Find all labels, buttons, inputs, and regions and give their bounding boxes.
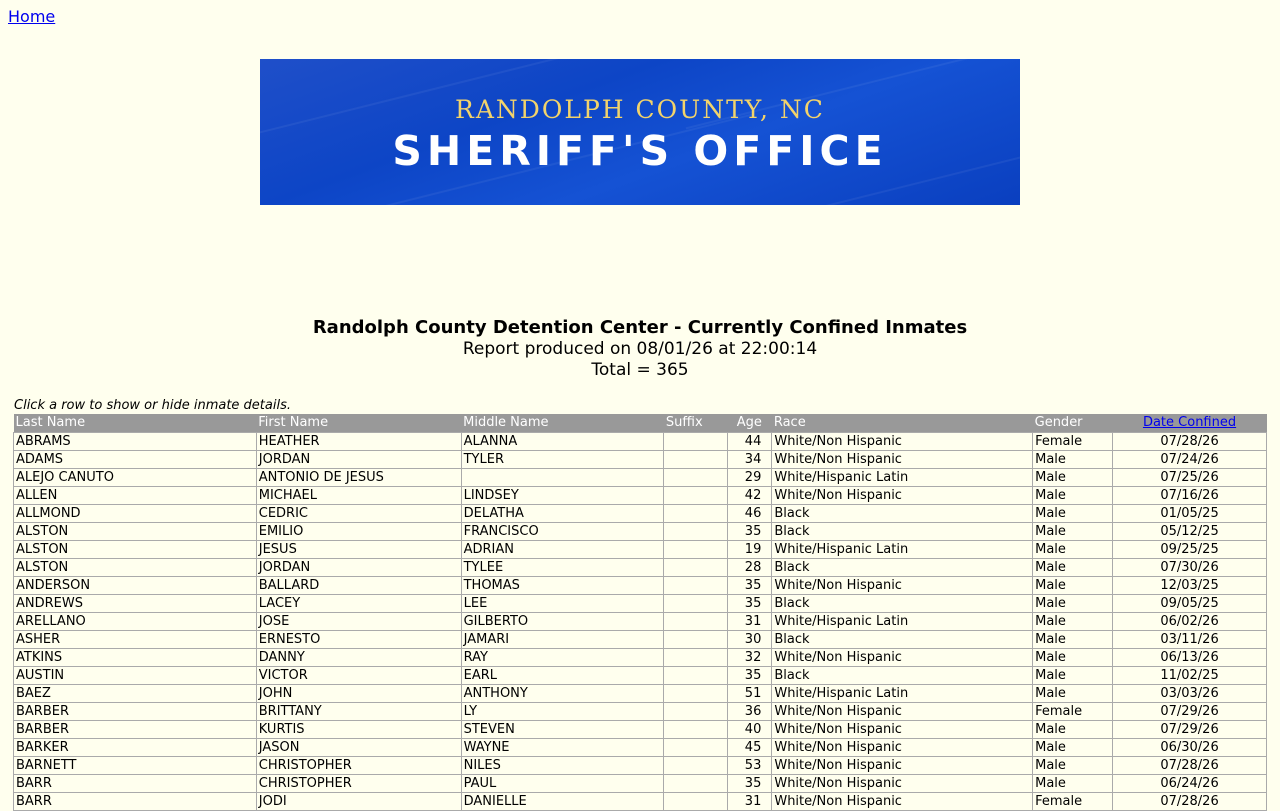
middle-name-cell: LEE: [461, 595, 664, 613]
age-cell: 46: [728, 505, 772, 523]
table-row[interactable]: [14, 505, 1267, 523]
gender-cell: Male: [1033, 649, 1113, 667]
race-cell: White/Hispanic Latin: [772, 613, 1033, 631]
race-cell: Black: [772, 595, 1033, 613]
table-row[interactable]: [14, 469, 1267, 487]
last-name-cell: ALSTON: [14, 541, 257, 559]
suffix-cell: [664, 667, 728, 685]
age-cell: 35: [728, 595, 772, 613]
middle-name-cell: ADRIAN: [461, 541, 664, 559]
col-header-last-name: Last Name: [14, 414, 257, 433]
suffix-cell: [664, 685, 728, 703]
suffix-cell: [664, 757, 728, 775]
gender-cell: Male: [1033, 451, 1113, 469]
col-header-suffix: Suffix: [664, 414, 728, 433]
table-row[interactable]: [14, 523, 1267, 541]
middle-name-cell: JAMARI: [461, 631, 664, 649]
first-name-cell: CHRISTOPHER: [256, 757, 461, 775]
gender-cell: Female: [1033, 703, 1113, 721]
middle-name-cell: GILBERTO: [461, 613, 664, 631]
first-name-cell: BRITTANY: [256, 703, 461, 721]
gender-cell: Male: [1033, 757, 1113, 775]
suffix-cell: [664, 775, 728, 793]
gender-cell: Male: [1033, 523, 1113, 541]
last-name-cell: ALLEN: [14, 487, 257, 505]
gender-cell: Male: [1033, 541, 1113, 559]
table-row[interactable]: [14, 721, 1267, 739]
middle-name-cell: DELATHA: [461, 505, 664, 523]
date-confined-cell: 07/29/26: [1113, 721, 1267, 739]
report-title: Randolph County Detention Center - Currently Confined Inmates: [312, 317, 968, 338]
suffix-cell: [664, 487, 728, 505]
age-cell: 44: [728, 433, 772, 451]
age-cell: 30: [728, 631, 772, 649]
report-header: [0, 317, 1280, 381]
race-cell: White/Non Hispanic: [772, 649, 1033, 667]
first-name-cell: EMILIO: [256, 523, 461, 541]
date-confined-cell: 06/02/26: [1113, 613, 1267, 631]
date-confined-cell: 09/25/25: [1113, 541, 1267, 559]
last-name-cell: AUSTIN: [14, 667, 257, 685]
gender-cell: Male: [1033, 685, 1113, 703]
middle-name-cell: THOMAS: [461, 577, 664, 595]
table-row[interactable]: [14, 559, 1267, 577]
last-name-cell: ADAMS: [14, 451, 257, 469]
suffix-cell: [664, 469, 728, 487]
age-cell: 45: [728, 739, 772, 757]
date-confined-cell: 03/11/26: [1113, 631, 1267, 649]
first-name-cell: JOHN: [256, 685, 461, 703]
age-cell: 35: [728, 775, 772, 793]
race-cell: White/Non Hispanic: [772, 793, 1033, 811]
middle-name-cell: PAUL: [461, 775, 664, 793]
date-confined-cell: 07/28/26: [1113, 757, 1267, 775]
middle-name-cell: RAY: [461, 649, 664, 667]
instructions-text: Click a row to show or hide inmate details.: [14, 398, 291, 413]
first-name-cell: ERNESTO: [256, 631, 461, 649]
gender-cell: Male: [1033, 577, 1113, 595]
race-cell: Black: [772, 667, 1033, 685]
last-name-cell: BARKER: [14, 739, 257, 757]
col-header-first-name: First Name: [256, 414, 461, 433]
first-name-cell: BALLARD: [256, 577, 461, 595]
gender-cell: Female: [1033, 433, 1113, 451]
col-header-race: Race: [772, 414, 1033, 433]
col-header-gender: Gender: [1033, 414, 1113, 433]
race-cell: White/Non Hispanic: [772, 775, 1033, 793]
first-name-cell: MICHAEL: [256, 487, 461, 505]
middle-name-cell: TYLEE: [461, 559, 664, 577]
report-produced-date: Report produced on 08/01/26 at 22:00:14: [462, 339, 818, 359]
last-name-cell: ALSTON: [14, 559, 257, 577]
gender-cell: Male: [1033, 739, 1113, 757]
middle-name-cell: STEVEN: [461, 721, 664, 739]
suffix-cell: [664, 577, 728, 595]
table-row[interactable]: [14, 667, 1267, 685]
race-cell: White/Non Hispanic: [772, 739, 1033, 757]
race-cell: White/Hispanic Latin: [772, 469, 1033, 487]
table-header-row: [14, 414, 1267, 433]
date-confined-cell: 06/30/26: [1113, 739, 1267, 757]
last-name-cell: ATKINS: [14, 649, 257, 667]
table-row[interactable]: [14, 631, 1267, 649]
first-name-cell: ANTONIO DE JESUS: [256, 469, 461, 487]
gender-cell: Male: [1033, 487, 1113, 505]
first-name-cell: KURTIS: [256, 721, 461, 739]
race-cell: White/Hispanic Latin: [772, 685, 1033, 703]
race-cell: Black: [772, 631, 1033, 649]
table-row[interactable]: [14, 739, 1267, 757]
age-cell: 35: [728, 523, 772, 541]
first-name-cell: JORDAN: [256, 451, 461, 469]
middle-name-cell: FRANCISCO: [461, 523, 664, 541]
age-cell: 36: [728, 703, 772, 721]
first-name-cell: CEDRIC: [256, 505, 461, 523]
table-row[interactable]: [14, 541, 1267, 559]
race-cell: White/Non Hispanic: [772, 433, 1033, 451]
last-name-cell: ASHER: [14, 631, 257, 649]
date-confined-cell: 06/24/26: [1113, 775, 1267, 793]
date-confined-cell: 07/16/26: [1113, 487, 1267, 505]
sort-date-confined-link[interactable]: Date Confined: [1142, 415, 1237, 430]
race-cell: Black: [772, 505, 1033, 523]
gender-cell: Male: [1033, 595, 1113, 613]
last-name-cell: ALSTON: [14, 523, 257, 541]
race-cell: White/Non Hispanic: [772, 451, 1033, 469]
gender-cell: Male: [1033, 559, 1113, 577]
last-name-cell: BARNETT: [14, 757, 257, 775]
table-row[interactable]: [14, 703, 1267, 721]
middle-name-cell: LINDSEY: [461, 487, 664, 505]
suffix-cell: [664, 541, 728, 559]
age-cell: 34: [728, 451, 772, 469]
middle-name-cell: [461, 469, 664, 487]
age-cell: 35: [728, 667, 772, 685]
date-confined-cell: 03/03/26: [1113, 685, 1267, 703]
last-name-cell: BARBER: [14, 703, 257, 721]
date-confined-cell: 07/24/26: [1113, 451, 1267, 469]
last-name-cell: ALEJO CANUTO: [14, 469, 257, 487]
banner-office-text: SHERIFF'S OFFICE: [392, 127, 888, 175]
gender-cell: Male: [1033, 721, 1113, 739]
col-header-middle-name: Middle Name: [461, 414, 664, 433]
date-confined-cell: 07/30/26: [1113, 559, 1267, 577]
date-confined-cell: 11/02/25: [1113, 667, 1267, 685]
age-cell: 31: [728, 793, 772, 811]
first-name-cell: JORDAN: [256, 559, 461, 577]
middle-name-cell: TYLER: [461, 451, 664, 469]
gender-cell: Male: [1033, 667, 1113, 685]
table-row[interactable]: [14, 685, 1267, 703]
table-row[interactable]: [14, 649, 1267, 667]
age-cell: 32: [728, 649, 772, 667]
middle-name-cell: NILES: [461, 757, 664, 775]
race-cell: Black: [772, 523, 1033, 541]
race-cell: White/Non Hispanic: [772, 577, 1033, 595]
suffix-cell: [664, 559, 728, 577]
home-link[interactable]: Home: [8, 7, 56, 26]
last-name-cell: ANDREWS: [14, 595, 257, 613]
race-cell: White/Non Hispanic: [772, 703, 1033, 721]
age-cell: 35: [728, 577, 772, 595]
last-name-cell: ABRAMS: [14, 433, 257, 451]
age-cell: 19: [728, 541, 772, 559]
date-confined-cell: 07/28/26: [1113, 433, 1267, 451]
middle-name-cell: WAYNE: [461, 739, 664, 757]
col-header-date-confined: [1113, 414, 1267, 433]
first-name-cell: JODI: [256, 793, 461, 811]
sheriff-office-banner: [260, 59, 1020, 205]
suffix-cell: [664, 451, 728, 469]
middle-name-cell: LY: [461, 703, 664, 721]
age-cell: 31: [728, 613, 772, 631]
age-cell: 29: [728, 469, 772, 487]
date-confined-cell: 09/05/25: [1113, 595, 1267, 613]
date-confined-cell: 07/28/26: [1113, 793, 1267, 811]
middle-name-cell: ALANNA: [461, 433, 664, 451]
first-name-cell: JASON: [256, 739, 461, 757]
first-name-cell: VICTOR: [256, 667, 461, 685]
suffix-cell: [664, 739, 728, 757]
first-name-cell: LACEY: [256, 595, 461, 613]
gender-cell: Male: [1033, 631, 1113, 649]
table-row[interactable]: [14, 595, 1267, 613]
last-name-cell: ALLMOND: [14, 505, 257, 523]
gender-cell: Male: [1033, 613, 1113, 631]
suffix-cell: [664, 433, 728, 451]
suffix-cell: [664, 793, 728, 811]
last-name-cell: BARR: [14, 775, 257, 793]
date-confined-cell: 06/13/26: [1113, 649, 1267, 667]
col-header-age: Age: [728, 414, 772, 433]
suffix-cell: [664, 523, 728, 541]
first-name-cell: CHRISTOPHER: [256, 775, 461, 793]
table-row[interactable]: [14, 613, 1267, 631]
last-name-cell: ANDERSON: [14, 577, 257, 595]
date-confined-cell: 01/05/25: [1113, 505, 1267, 523]
middle-name-cell: EARL: [461, 667, 664, 685]
table-row[interactable]: [14, 433, 1267, 451]
last-name-cell: BARBER: [14, 721, 257, 739]
gender-cell: Male: [1033, 505, 1113, 523]
suffix-cell: [664, 595, 728, 613]
table-row[interactable]: [14, 487, 1267, 505]
race-cell: White/Non Hispanic: [772, 487, 1033, 505]
suffix-cell: [664, 721, 728, 739]
middle-name-cell: ANTHONY: [461, 685, 664, 703]
date-confined-cell: 07/25/26: [1113, 469, 1267, 487]
last-name-cell: BAEZ: [14, 685, 257, 703]
first-name-cell: JOSE: [256, 613, 461, 631]
suffix-cell: [664, 649, 728, 667]
gender-cell: Female: [1033, 793, 1113, 811]
first-name-cell: DANNY: [256, 649, 461, 667]
age-cell: 28: [728, 559, 772, 577]
first-name-cell: HEATHER: [256, 433, 461, 451]
table-row[interactable]: [14, 757, 1267, 775]
gender-cell: Male: [1033, 469, 1113, 487]
inmates-table-body: [14, 433, 1267, 811]
date-confined-cell: 12/03/25: [1113, 577, 1267, 595]
suffix-cell: [664, 505, 728, 523]
race-cell: White/Non Hispanic: [772, 721, 1033, 739]
inmates-table: [13, 414, 1267, 811]
last-name-cell: BARR: [14, 793, 257, 811]
gender-cell: Male: [1033, 775, 1113, 793]
suffix-cell: [664, 613, 728, 631]
report-total-count: Total = 365: [591, 360, 689, 380]
date-confined-cell: 07/29/26: [1113, 703, 1267, 721]
table-row[interactable]: [14, 451, 1267, 469]
middle-name-cell: DANIELLE: [461, 793, 664, 811]
banner-county-text: RANDOLPH COUNTY, NC: [455, 95, 825, 124]
suffix-cell: [664, 703, 728, 721]
date-confined-cell: 05/12/25: [1113, 523, 1267, 541]
age-cell: 40: [728, 721, 772, 739]
age-cell: 42: [728, 487, 772, 505]
race-cell: White/Non Hispanic: [772, 757, 1033, 775]
race-cell: Black: [772, 559, 1033, 577]
age-cell: 51: [728, 685, 772, 703]
table-row[interactable]: [14, 577, 1267, 595]
table-row[interactable]: [14, 793, 1267, 811]
table-row[interactable]: [14, 775, 1267, 793]
age-cell: 53: [728, 757, 772, 775]
suffix-cell: [664, 631, 728, 649]
first-name-cell: JESUS: [256, 541, 461, 559]
last-name-cell: ARELLANO: [14, 613, 257, 631]
race-cell: White/Hispanic Latin: [772, 541, 1033, 559]
